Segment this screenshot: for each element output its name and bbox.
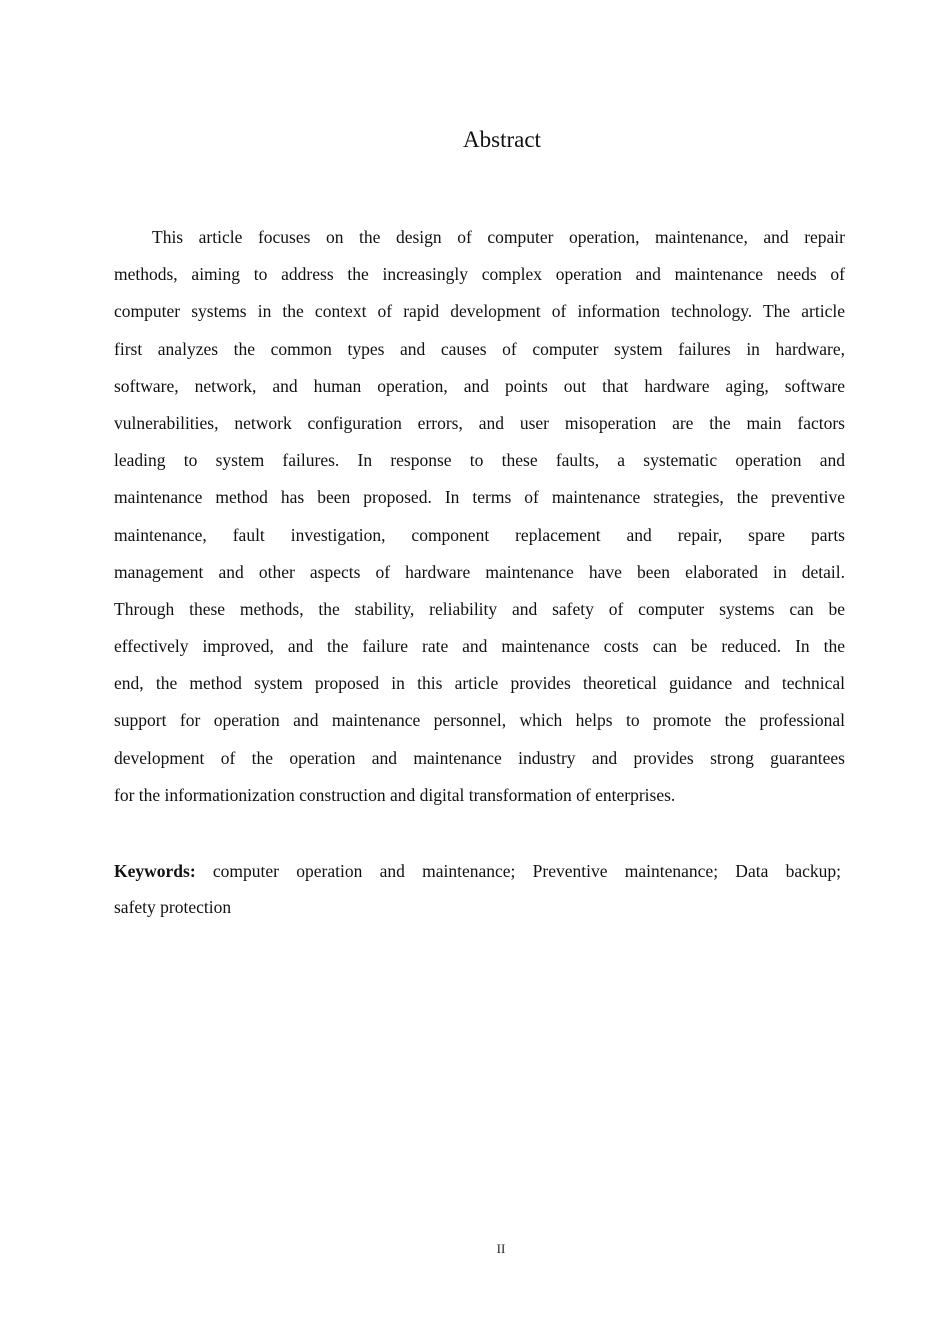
abstract-line: software, network, and human operation, and points out that hardware aging, software bbox=[114, 375, 845, 396]
abstract-line: vulnerabilities, network configuration errors, and user misoperation are the main factors bbox=[114, 412, 845, 433]
keywords-section bbox=[114, 853, 841, 925]
abstract-title: Abstract bbox=[463, 127, 541, 152]
abstract-line: management and other aspects of hardware maintenance have been elaborated in detail. bbox=[114, 561, 845, 582]
abstract-line: development of the operation and maintenance industry and provides strong guarantees bbox=[114, 747, 845, 768]
abstract-line: leading to system failures. In response to these faults, a systematic operation and bbox=[114, 450, 845, 471]
abstract-paragraph bbox=[114, 219, 845, 814]
abstract-line: for the informationization construction and digital transformation of enterprises. bbox=[114, 784, 676, 805]
abstract-line: methods, aiming to address the increasingly complex operation and maintenance needs of bbox=[114, 264, 845, 285]
keywords-line bbox=[114, 853, 841, 889]
abstract-line: maintenance, fault investigation, component replacement and repair, spare parts bbox=[114, 524, 845, 545]
abstract-line: computer systems in the context of rapid development of information technology. The article bbox=[114, 301, 845, 322]
keywords-label: Keywords: bbox=[114, 861, 196, 881]
abstract-line: end, the method system proposed in this article provides theoretical guidance and technical bbox=[114, 673, 845, 694]
abstract-line: effectively improved, and the failure rate and maintenance costs can be reduced. In the bbox=[114, 636, 845, 657]
keywords-text: computer operation and maintenance; Preventive maintenance; Data backup; bbox=[195, 861, 841, 881]
abstract-line: This article focuses on the design of computer operation, maintenance, and repair bbox=[152, 227, 845, 247]
abstract-line: first analyzes the common types and causes of computer system failures in hardware, bbox=[114, 338, 845, 359]
abstract-line: support for operation and maintenance personnel, which helps to promote the professional bbox=[114, 710, 845, 731]
abstract-line: Through these methods, the stability, reliability and safety of computer systems can be bbox=[114, 598, 845, 619]
abstract-line: maintenance method has been proposed. In terms of maintenance strategies, the preventive bbox=[114, 487, 845, 508]
keywords-line: safety protection bbox=[114, 897, 232, 917]
page-number: II bbox=[496, 1241, 506, 1256]
